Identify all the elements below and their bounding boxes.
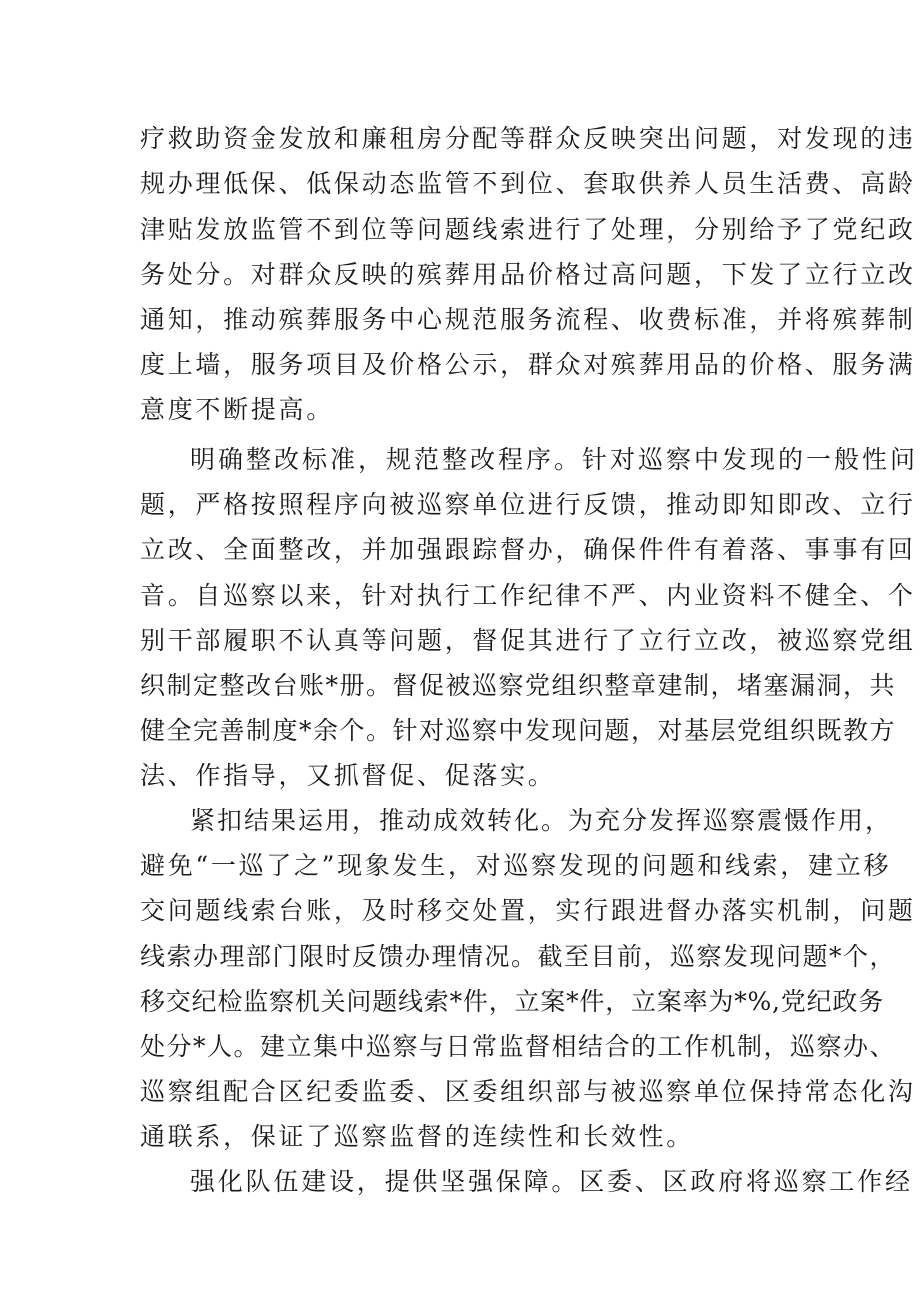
text-line: 意度不断提高。: [140, 395, 334, 424]
text-line: 通联系，保证了巡察监督的连续性和长效性。: [140, 1122, 695, 1151]
text-line: 通知，推动殡葬服务中心规范服务流程、收费标准，并将殡葬制: [140, 305, 916, 334]
text-line: 健全完善制度*余个。针对巡察中发现问题，对基层党组织既教方: [140, 716, 897, 745]
text-line: 织制定整改台账*册。督促被巡察党组织整章建制，堵塞漏洞，共: [140, 671, 897, 700]
text-line: 音。自巡察以来，针对执行工作纪律不严、内业资料不健全、个: [140, 581, 916, 610]
text-line: 题，严格按照程序向被巡察单位进行反馈，推动即知即改、立行: [140, 490, 916, 519]
text-line: 交问题线索台账，及时移交处置，实行跟进督办落实机制，问题: [140, 896, 916, 925]
text-line: 避免“一巡了之”现象发生，对巡察发现的问题和线索，建立移: [140, 851, 892, 880]
text-line: 度上墙，服务项目及价格公示，群众对殡葬用品的价格、服务满: [140, 350, 916, 379]
paragraph-start-line: 紧扣结果运用，推动成效转化。为充分发挥巡察震慑作用，: [190, 806, 893, 835]
text-line: 疗救助资金发放和廉租房分配等群众反映突出问题，对发现的违: [140, 124, 916, 153]
text-line: 津贴发放监管不到位等问题线索进行了处理，分别给予了党纪政: [140, 215, 916, 244]
text-line: 别干部履职不认真等问题，督促其进行了立行立改，被巡察党组: [140, 626, 916, 655]
text-line: 规办理低保、低保动态监管不到位、套取供养人员生活费、高龄: [140, 169, 916, 198]
text-line: 法、作指导，又抓督促、促落实。: [140, 761, 556, 790]
text-line: 线索办理部门限时反馈办理情况。截至目前，巡察发现问题*个，: [140, 942, 897, 971]
paragraph-start-line: 明确整改标准，规范整改程序。针对巡察中发现的一般性问: [190, 445, 919, 474]
text-line: 务处分。对群众反映的殡葬用品价格过高问题，下发了立行立改: [140, 260, 916, 289]
text-line: 巡察组配合区纪委监委、区委组织部与被巡察单位保持常态化沟: [140, 1077, 916, 1106]
text-line: 移交纪检监察机关问题线索*件，立案*件，立案率为*%,党纪政务: [140, 987, 885, 1016]
text-line: 处分*人。建立集中巡察与日常监督相结合的工作机制，巡察办、: [140, 1032, 897, 1061]
text-line: 立改、全面整改，并加强跟踪督办，确保件件有着落、事事有回: [140, 535, 916, 564]
paragraph-start-line: 强化队伍建设，提供坚强保障。区委、区政府将巡察工作经: [190, 1167, 913, 1196]
